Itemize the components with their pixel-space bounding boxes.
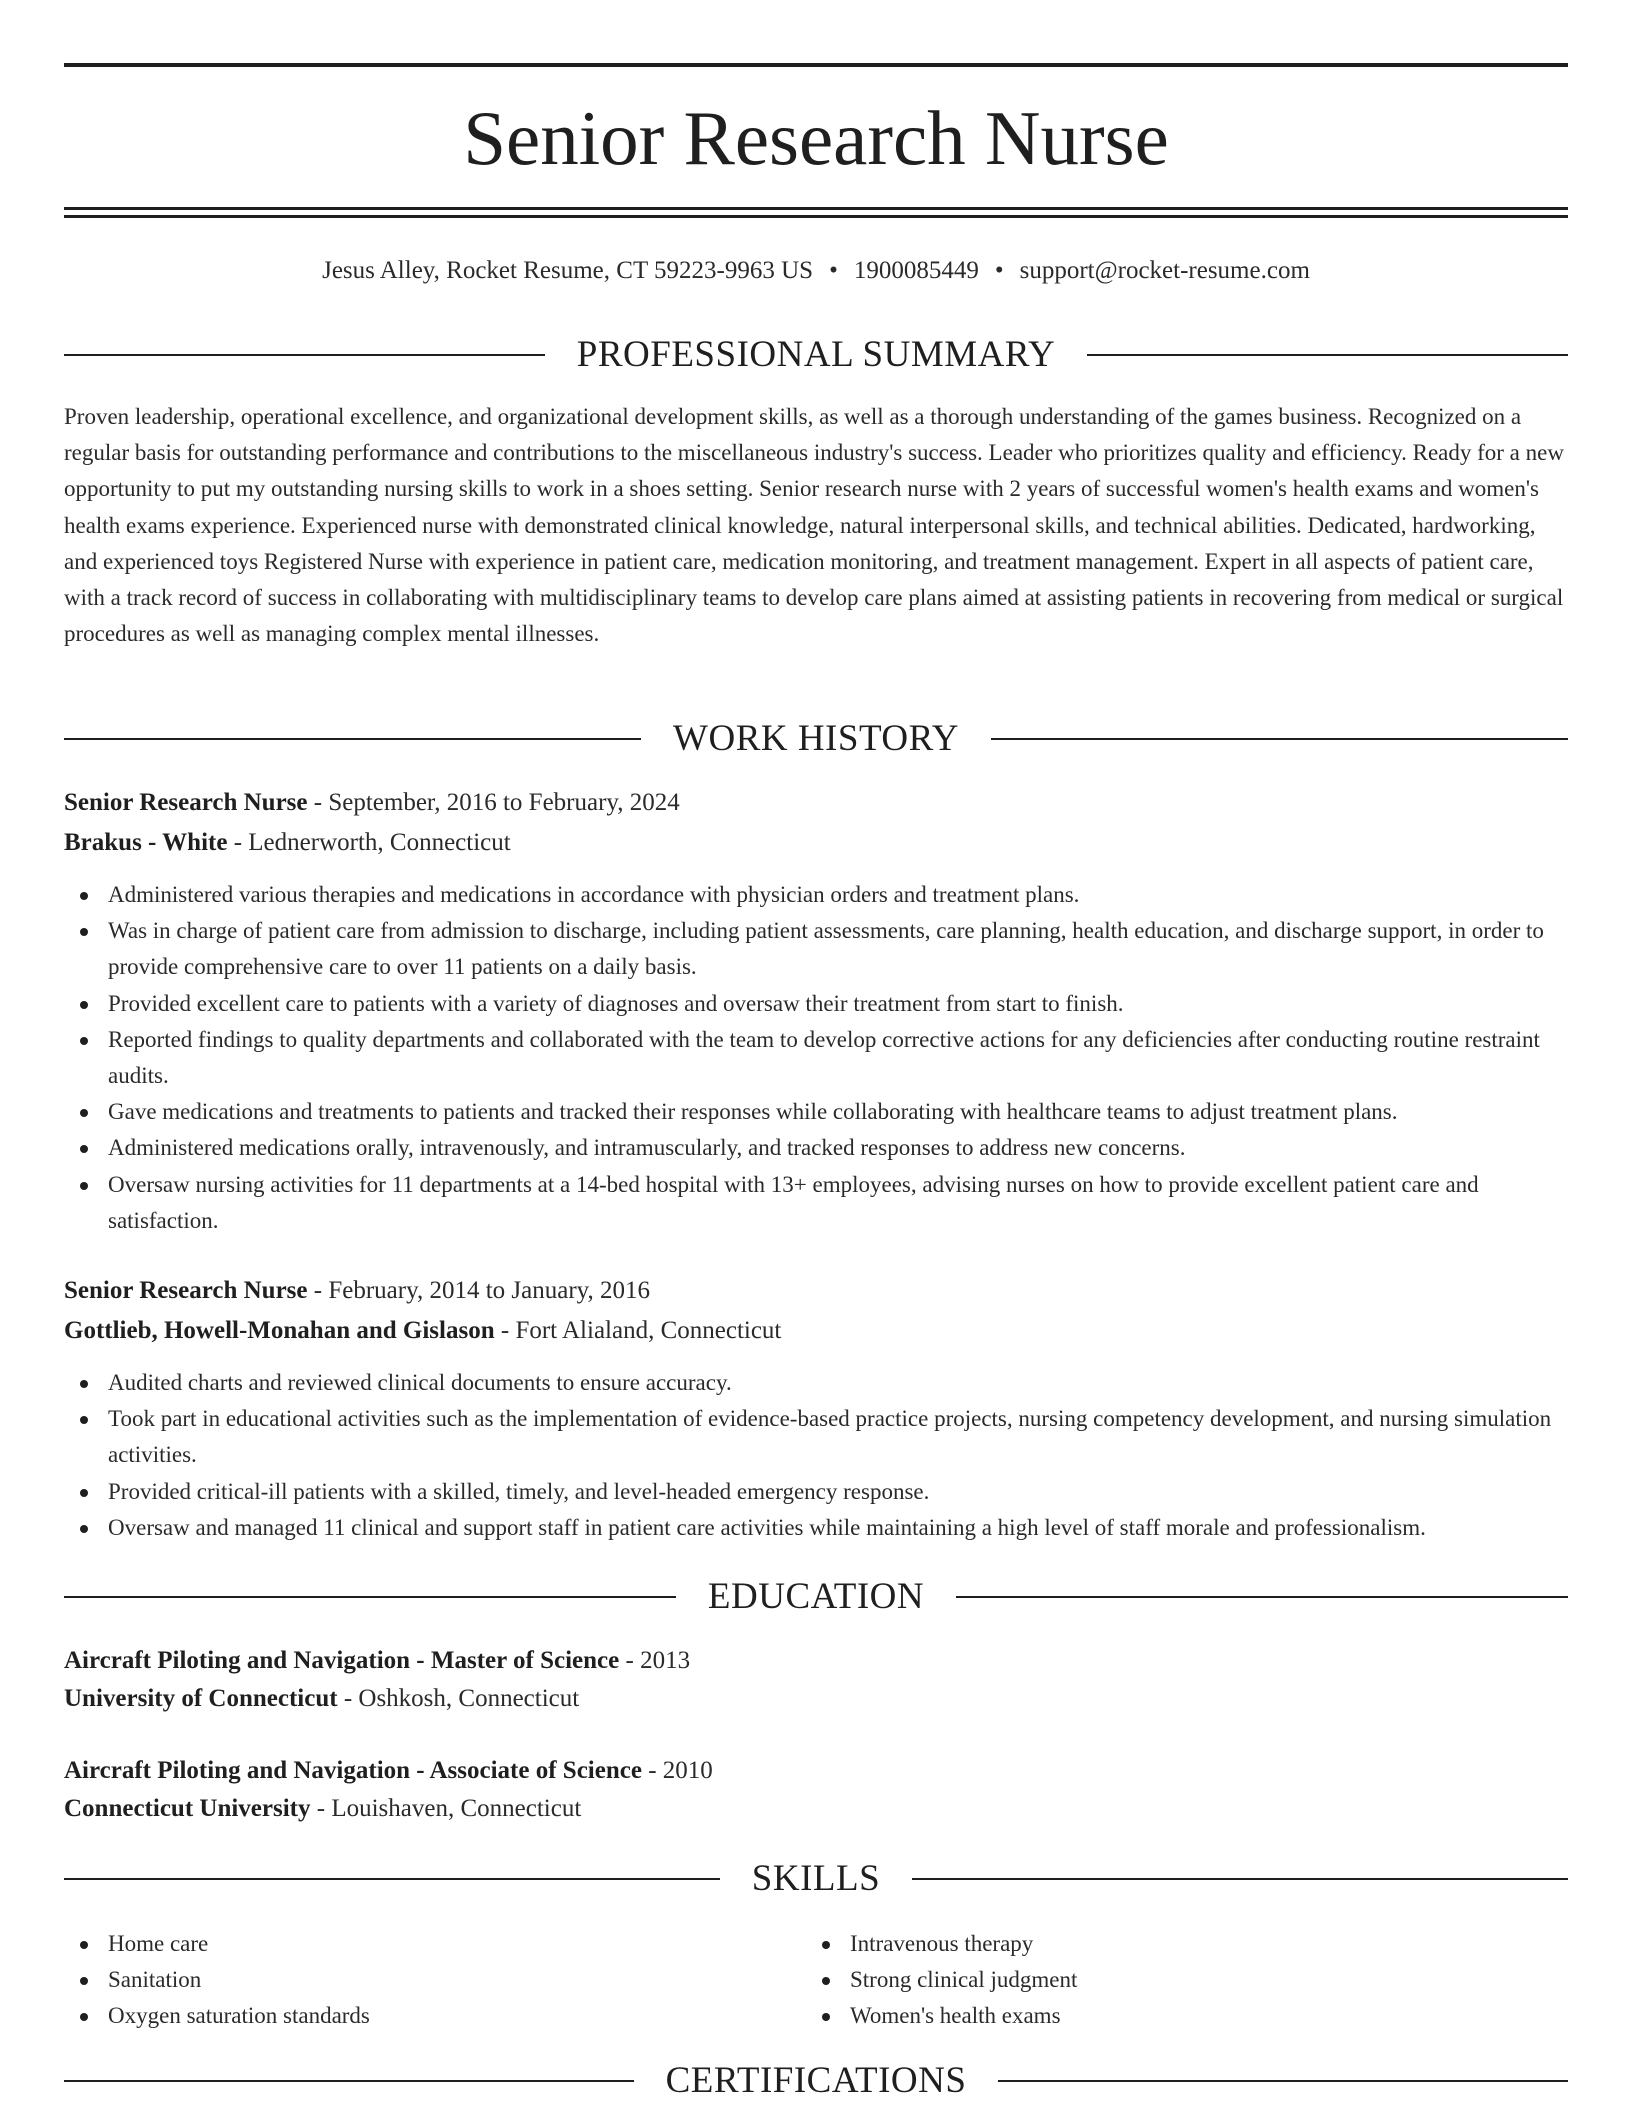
divider-line bbox=[64, 354, 545, 356]
job-title: Senior Research Nurse bbox=[64, 789, 308, 816]
education-school-line bbox=[64, 1791, 1568, 1827]
list-item: Audited charts and reviewed clinical documents to ensure accuracy. bbox=[64, 1365, 1568, 1401]
bullet-separator: • bbox=[994, 257, 1004, 284]
section-header-work-history bbox=[64, 717, 1568, 761]
divider-line bbox=[998, 2080, 1568, 2082]
job-dates: - February, 2014 to January, 2016 bbox=[307, 1277, 651, 1304]
divider-line bbox=[1087, 354, 1568, 356]
list-item: Took part in educational activities such as the implementation of evidence-based practice projects, nursing competency development, and nursing simulation activities. bbox=[64, 1401, 1568, 1473]
title-rule-upper bbox=[64, 207, 1568, 210]
section-header-summary bbox=[64, 333, 1568, 377]
job-company-line bbox=[64, 825, 1568, 861]
job-bullets bbox=[64, 877, 1568, 1239]
section-title: WORK HISTORY bbox=[673, 718, 959, 759]
section-header-skills bbox=[64, 1857, 1568, 1901]
education-degree-line bbox=[64, 1643, 1568, 1679]
education-degree-line bbox=[64, 1753, 1568, 1789]
skill-item: Intravenous therapy bbox=[806, 1926, 1548, 1962]
job-title: Senior Research Nurse bbox=[64, 1277, 308, 1304]
education-school-line bbox=[64, 1681, 1568, 1717]
contact-email: support@rocket-resume.com bbox=[1019, 257, 1310, 284]
list-item: Reported findings to quality departments and collaborated with the team to develop corrective actions for any deficiencies after conducting routine restraint audits. bbox=[64, 1022, 1568, 1094]
education-location: - Louishaven, Connecticut bbox=[310, 1795, 582, 1822]
top-rule bbox=[64, 63, 1568, 67]
job-company: Brakus - White bbox=[64, 829, 228, 856]
list-item: Administered medications orally, intravenously, and intramuscularly, and tracked responses to address new concerns. bbox=[64, 1130, 1568, 1166]
contact-line bbox=[64, 253, 1568, 289]
job-title-line bbox=[64, 785, 1568, 821]
job-location: - Fort Alialand, Connecticut bbox=[494, 1317, 782, 1344]
section-title: SKILLS bbox=[751, 1858, 881, 1899]
list-item: Was in charge of patient care from admission to discharge, including patient assessments, care planning, health education, and discharge support, in order to provide comprehensive care to over 11 patients on a daily basis. bbox=[64, 913, 1568, 985]
skill-item: Women's health exams bbox=[806, 1998, 1548, 2034]
education-degree: Aircraft Piloting and Navigation - Master of Science bbox=[64, 1647, 620, 1674]
education-location: - Oshkosh, Connecticut bbox=[337, 1685, 580, 1712]
skills-column-right bbox=[806, 1926, 1548, 2035]
skill-item: Oxygen saturation standards bbox=[64, 1998, 806, 2034]
section-title: PROFESSIONAL SUMMARY bbox=[576, 334, 1056, 375]
contact-address: Jesus Alley, Rocket Resume, CT 59223-9963 US bbox=[322, 257, 814, 284]
list-item: Oversaw and managed 11 clinical and support staff in patient care activities while maintaining a high level of staff morale and professionalism. bbox=[64, 1510, 1568, 1546]
divider-line bbox=[64, 2080, 634, 2082]
divider-line bbox=[64, 738, 641, 740]
section-title: EDUCATION bbox=[707, 1576, 925, 1617]
job-company: Gottlieb, Howell-Monahan and Gislason bbox=[64, 1317, 495, 1344]
skill-item: Sanitation bbox=[64, 1962, 806, 1998]
divider-line bbox=[64, 1878, 720, 1880]
education-year: - 2013 bbox=[619, 1647, 691, 1674]
job-bullets bbox=[64, 1365, 1568, 1546]
page-title: Senior Research Nurse bbox=[463, 95, 1169, 181]
divider-line bbox=[956, 1596, 1568, 1598]
divider-line bbox=[912, 1878, 1568, 1880]
list-item: Provided excellent care to patients with a variety of diagnoses and oversaw their treatment from start to finish. bbox=[64, 986, 1568, 1022]
job-title-line bbox=[64, 1273, 1568, 1309]
divider-line bbox=[991, 738, 1568, 740]
contact-phone: 1900085449 bbox=[853, 257, 979, 284]
education-school: Connecticut University bbox=[64, 1795, 311, 1822]
skills-grid bbox=[64, 1926, 1568, 2035]
bullet-separator: • bbox=[829, 257, 838, 284]
section-title: CERTIFICATIONS bbox=[665, 2060, 967, 2101]
job-location: - Lednerworth, Connecticut bbox=[227, 829, 511, 856]
education-year: - 2010 bbox=[641, 1757, 713, 1784]
skill-item: Strong clinical judgment bbox=[806, 1962, 1548, 1998]
education-degree: Aircraft Piloting and Navigation - Associate of Science bbox=[64, 1757, 642, 1784]
section-header-education bbox=[64, 1575, 1568, 1619]
list-item: Provided critical-ill patients with a skilled, timely, and level-headed emergency response. bbox=[64, 1474, 1568, 1510]
skills-column-left bbox=[64, 1926, 806, 2035]
title-rule-lower bbox=[64, 215, 1568, 218]
job-company-line bbox=[64, 1313, 1568, 1349]
summary-paragraph: Proven leadership, operational excellence, and organizational development skills, as well as a thorough understanding of the games business. Recognized on a regular basis for outstanding performance and contributions to the miscellaneous industry's success. Leader who prioritizes quality and efficiency. Ready for a new opportunity to put my outstanding nursing skills to work in a shoes setting. Senior research nurse with 2 years of successful women's health exams and women's health exams experience. Experienced nurse with demonstrated clinical knowledge, natural interpersonal skills, and technical abilities. Dedicated, hardworking, and experienced toys Registered Nurse with experience in patient care, medication monitoring, and treatment management. Expert in all aspects of patient care, with a track record of success in collaborating with multidisciplinary teams to develop care plans aimed at assisting patients in recovering from medical or surgical procedures as well as managing complex mental illnesses. bbox=[64, 404, 1564, 647]
skill-item: Home care bbox=[64, 1926, 806, 1962]
divider-line bbox=[64, 1596, 676, 1598]
section-header-certifications bbox=[64, 2059, 1568, 2103]
education-school: University of Connecticut bbox=[64, 1685, 338, 1712]
list-item: Gave medications and treatments to patients and tracked their responses while collaborating with healthcare teams to adjust treatment plans. bbox=[64, 1094, 1568, 1130]
list-item: Administered various therapies and medications in accordance with physician orders and treatment plans. bbox=[64, 877, 1568, 913]
list-item: Oversaw nursing activities for 11 departments at a 14-bed hospital with 13+ employees, advising nurses on how to provide excellent patient care and satisfaction. bbox=[64, 1167, 1568, 1239]
job-dates: - September, 2016 to February, 2024 bbox=[307, 789, 680, 816]
